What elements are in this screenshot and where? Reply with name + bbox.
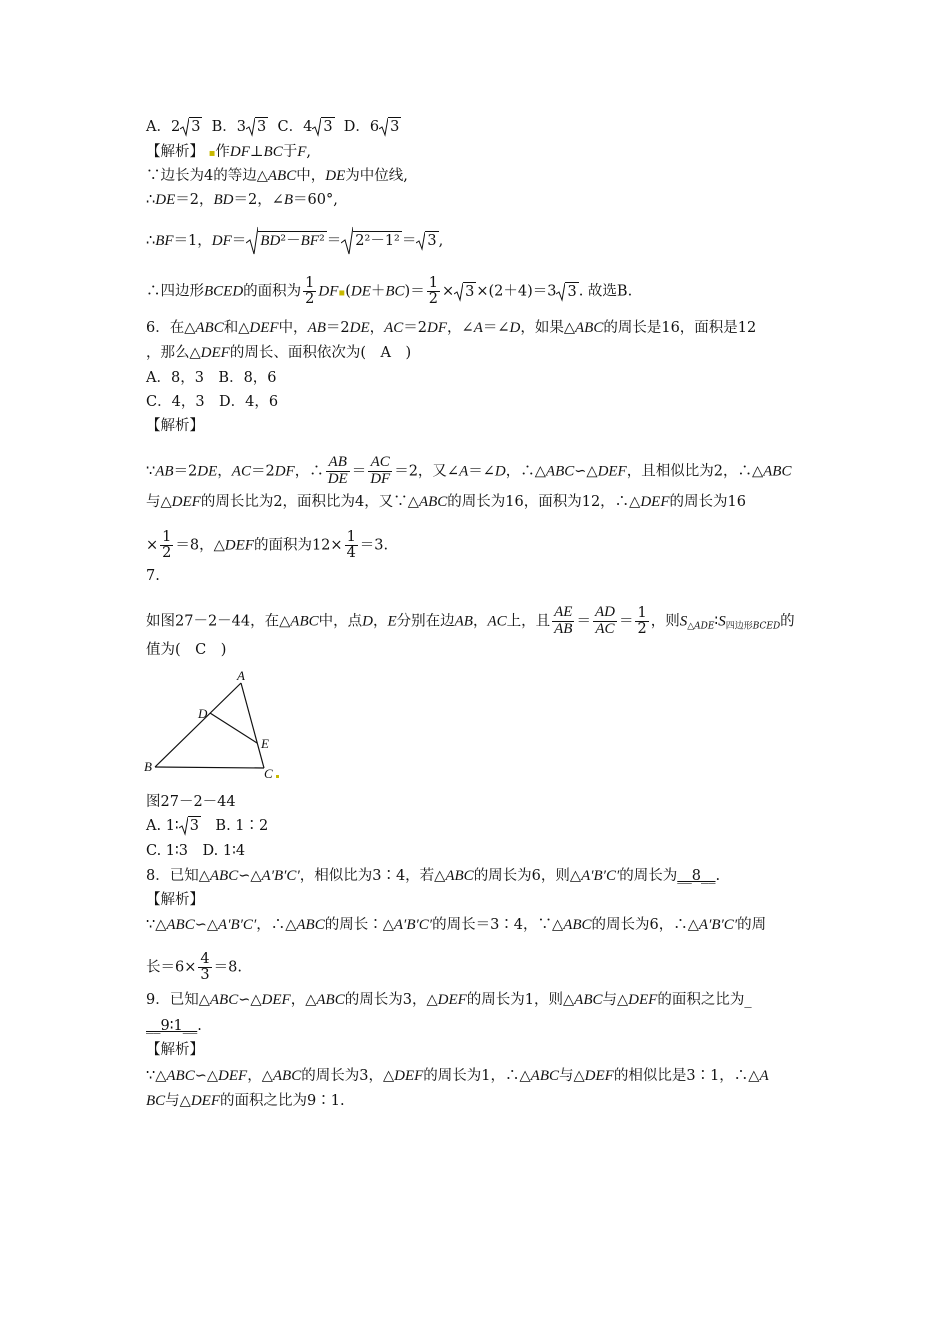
q5-line5: ∴四边形BCED的面积为 $\frac{1}{2}$ DF▪(DE＋BC)＝ $\frac{1}{2}$ × 3 ×(2＋4)＝3 3 . 故选B. [146, 275, 633, 308]
q9-jiexi: 【解析】 [146, 1042, 204, 1058]
label-B: B [144, 759, 152, 774]
q5-line4: ∴BF＝1，DF＝ BD²－BF² ＝ 2²－1² ＝ 3 , [146, 226, 443, 256]
q9-sol1: ∵△ABC∽△DEF，△ABC的周长为3，△DEF的周长为1，∴△ABC与△DEF的相似比是3∶1，∴△A [146, 1068, 769, 1084]
q8-sol1: ∵△ABC∽△A′B′C′，∴△ABC的周长∶△A′B′C′的周长＝3∶4，∵△ABC的周长为6，∴△A′B′C′的周 [146, 917, 767, 933]
q5-options: A．2 3 B．3 3 C．4 3 D．6 3 [146, 119, 400, 135]
q5-line2: ∵边长为4的等边△ABC中，DE为中位线, [146, 168, 408, 184]
q9-sol2: BC与△DEF的面积之比为9∶1. [146, 1093, 345, 1109]
q6-sol2: 与△DEF的周长比为2，面积比为4，又∵△ABC的周长为16，面积为12，∴△DEF的周长为16 [146, 494, 746, 510]
q6-opt2: C．4，3 D．4，6 [146, 394, 279, 410]
q6-opt1: A．8，3 B．8，6 [146, 370, 277, 386]
q5-line3: ∴DE＝2，BD＝2，∠B＝60°, [146, 192, 338, 208]
triangle-figure [140, 665, 290, 785]
q5-jiexi-line: 【解析】 ▪作DF⊥BC于F, [146, 144, 311, 160]
q7-num: 7. [146, 568, 160, 584]
q6-jiexi: 【解析】 [146, 418, 204, 434]
q7-caption: 图27－2－44 [146, 794, 236, 810]
q6-line1: 6．在△ABC和△DEF中，AB＝2DE，AC＝2DF，∠A＝∠D，如果△ABC的周长是16，面积是12 [146, 320, 757, 336]
label-E: E [261, 736, 269, 751]
q8-line1: 8．已知△ABC∽△A′B′C′，相似比为3∶4，若△ABC的周长为6，则△A′B′C′的周长为__8__. [146, 868, 721, 884]
q5-jiexi: 【解析】 [146, 144, 204, 160]
label-C: C [264, 766, 273, 781]
label-A: A [237, 668, 245, 683]
q6-sol3: × $\frac{1}{2}$ ＝8，△DEF的面积为12× $\frac{1}{4}$ ＝3. [146, 529, 389, 562]
q6-line2: ，那么△DEF的周长、面积依次为( A ) [146, 345, 412, 361]
q7-opt2: C. 1∶3 D. 1∶4 [146, 843, 246, 859]
q8-jiexi: 【解析】 [146, 892, 204, 908]
q8-sol2: 长＝6× $\frac{4}{3}$ ＝8. [146, 951, 242, 984]
label-D: D [198, 706, 208, 721]
q9-line1: 9．已知△ABC∽△DEF，△ABC的周长为3，△DEF的周长为1，则△ABC与△DEF的面积之比为_ [146, 992, 752, 1008]
q6-sol1: ∵AB＝2DE，AC＝2DF，∴ $\frac{AB}{DE}$ ＝ $\frac{AC}{DF}$ ＝2，又∠A＝∠D，∴△ABC∽△DEF，且相似比为2，∴△ABC [146, 454, 792, 487]
q9-line2: __9∶1__. [146, 1018, 202, 1034]
q7-line1: 如图27－2－44，在△ABC中，点D，E分别在边AB，AC上，且 $\frac{AE}{AB}$ ＝ $\frac{AD}{AC}$ ＝ $\frac{1}{2}$ ，则$S_{\triangle ADE}∶S_{四边形BCED}$的 [146, 604, 795, 637]
q7-line2: 值为( C ) [146, 642, 227, 658]
q7-opt1: A. 1∶ 3 B. 1∶2 [146, 818, 269, 834]
